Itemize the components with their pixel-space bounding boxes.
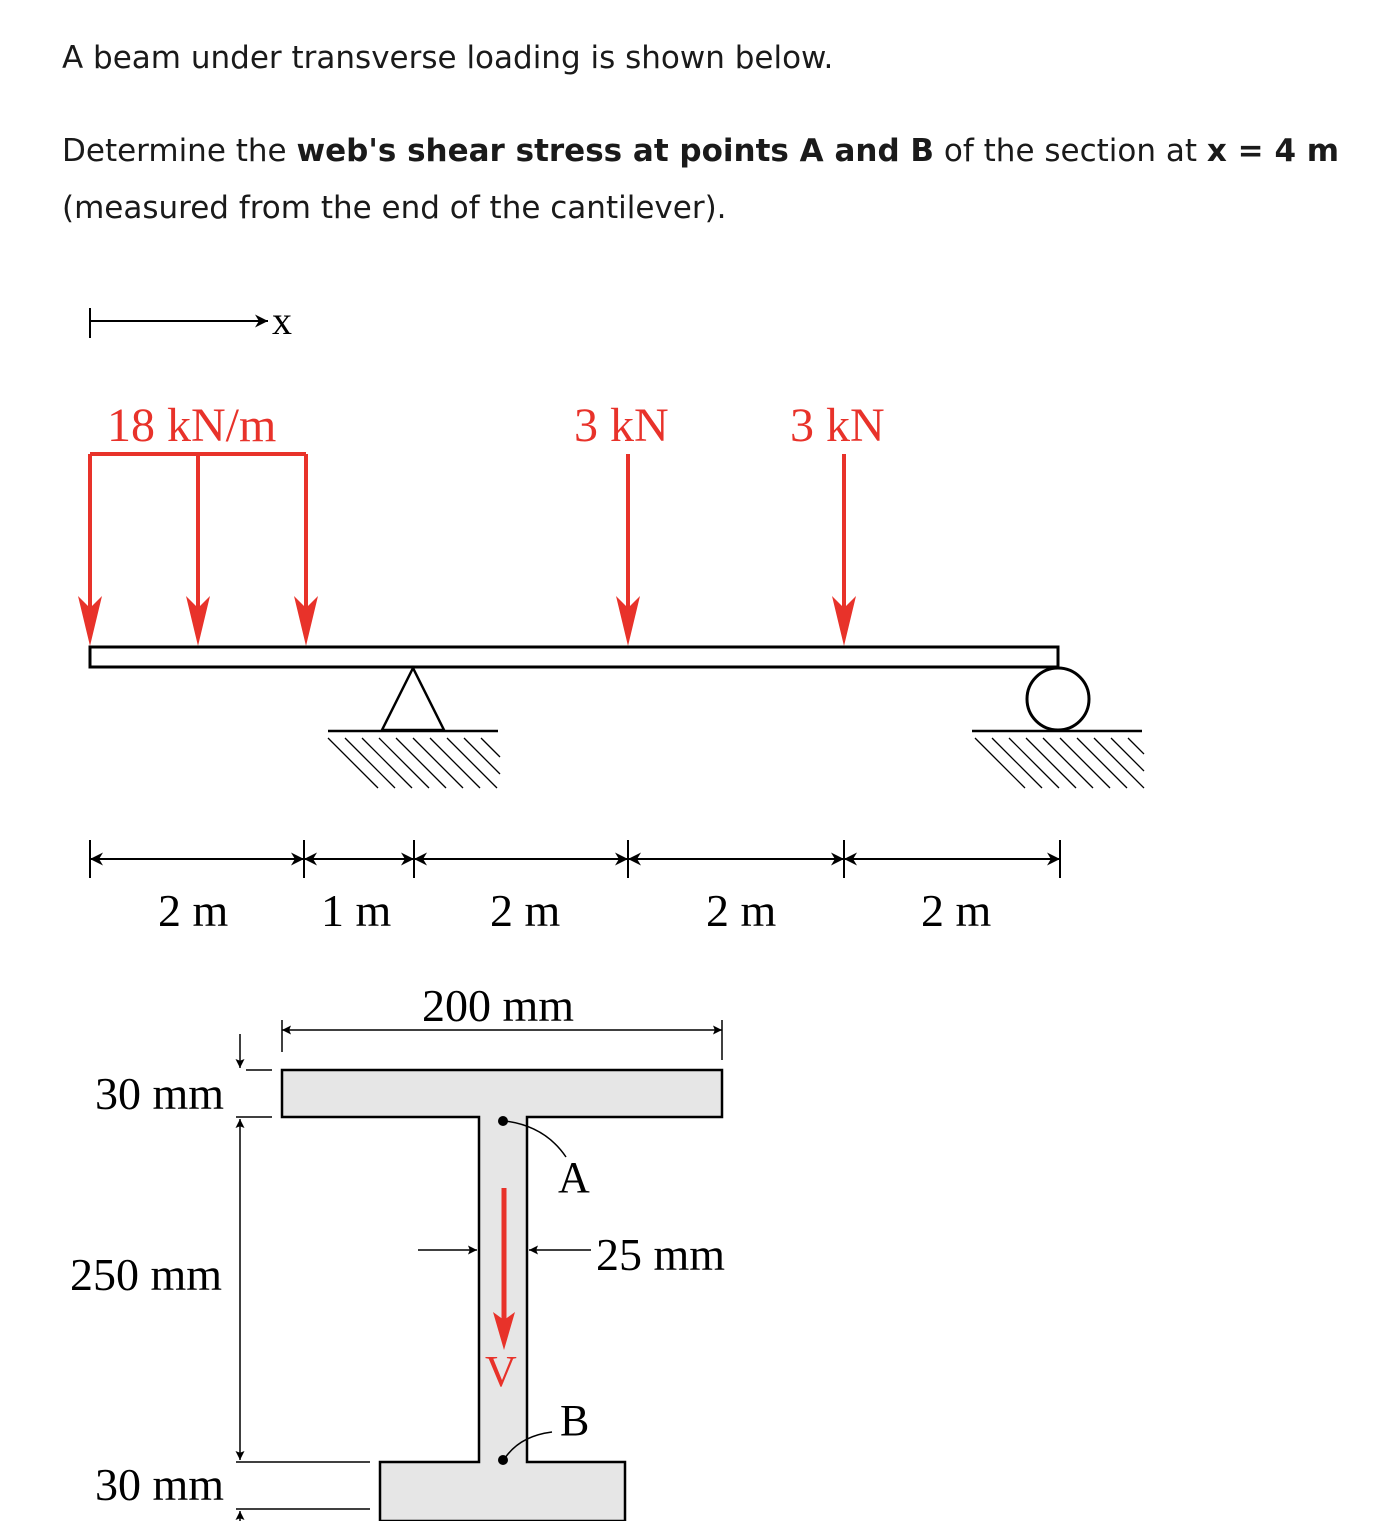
web-thickness-label: 25 mm (596, 1229, 726, 1280)
shear-force-label: V (485, 1347, 517, 1396)
question-bold-location: x = 4 m (1206, 133, 1340, 169)
point-load-2-label: 3 kN (790, 399, 885, 452)
point-load-1-label: 3 kN (574, 399, 669, 452)
web-height-label: 250 mm (70, 1249, 223, 1300)
question-bold-target: web's shear stress at points A and B (296, 133, 935, 169)
point-load-1 (574, 399, 669, 646)
span-label-4: 2 m (706, 885, 777, 936)
question-text-2: of the section at (934, 133, 1207, 169)
point-b-label: B (560, 1396, 590, 1445)
point-a-label: A (558, 1153, 590, 1202)
bottom-flange-thickness-label: 30 mm (95, 1459, 225, 1510)
pin-support (328, 668, 500, 788)
x-axis-indicator (90, 298, 292, 343)
i-section (70, 980, 725, 1521)
beam (90, 647, 1058, 667)
question-text-1: Determine the (62, 133, 297, 169)
span-label-2: 1 m (321, 885, 392, 936)
span-label-1: 2 m (158, 885, 229, 936)
top-flange-thickness-label: 30 mm (95, 1068, 225, 1119)
distributed-load-label: 18 kN/m (107, 399, 277, 452)
problem-intro: A beam under transverse loading is shown below. (62, 40, 834, 76)
span-label-3: 2 m (490, 885, 561, 936)
span-dimensions (90, 840, 1060, 936)
point-load-2 (790, 399, 885, 646)
x-axis-label: x (272, 298, 292, 343)
distributed-load (78, 399, 318, 646)
roller-support (972, 668, 1144, 788)
question-text-3: (measured from the end of the cantilever). (62, 190, 727, 226)
flange-width-label: 200 mm (422, 980, 575, 1031)
span-label-5: 2 m (921, 885, 992, 936)
